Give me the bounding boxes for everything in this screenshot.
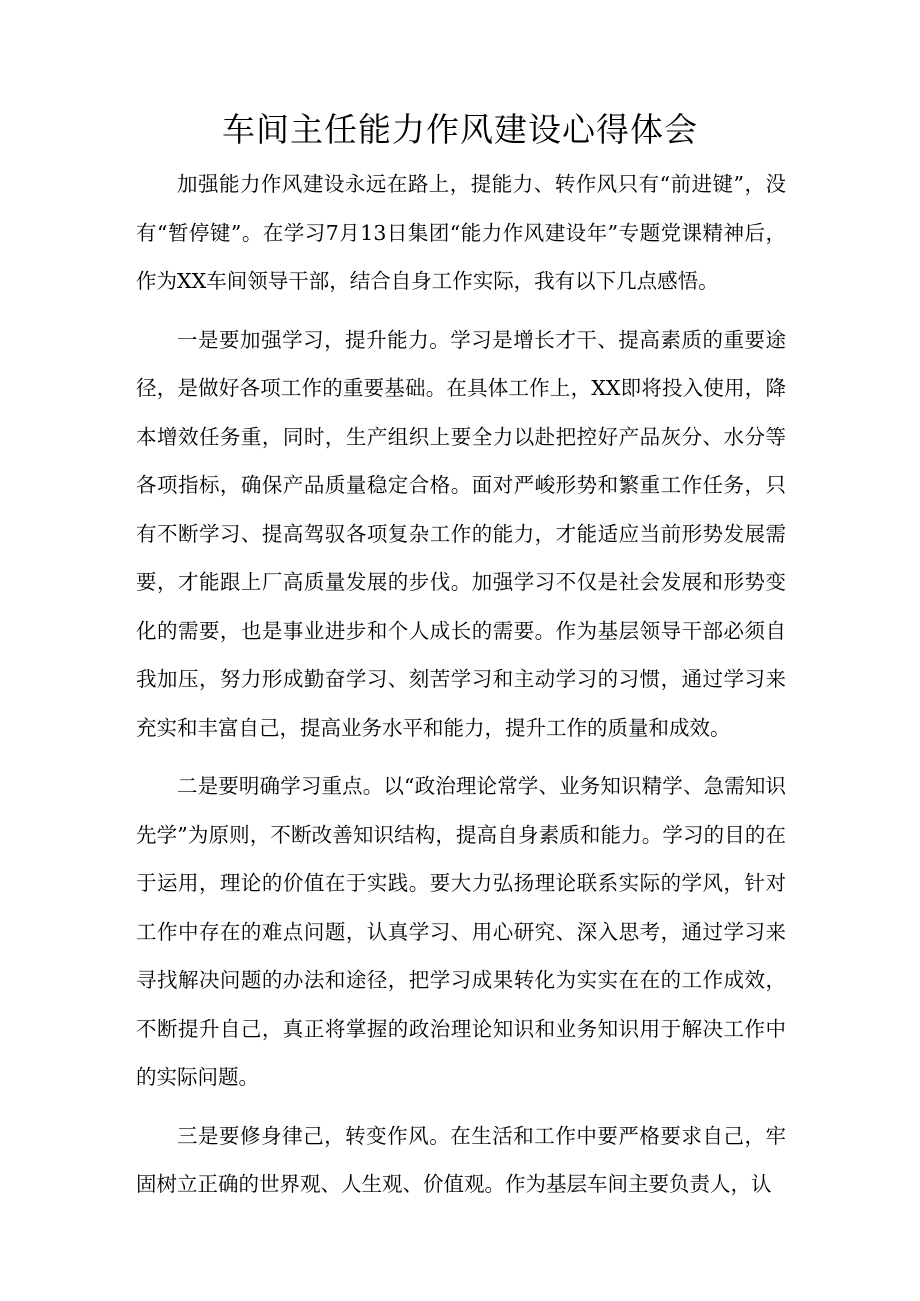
- paragraph-point-two: 二是要明确学习重点。以“政治理论常学、业务知识精学、急需知识先学”为原则，不断改善知识结构，提高自身素质和能力。学习的目的在于运用，理论的价值在于实践。要大力弘扬理论联系实际的学风，针对工作中存在的难点问题，认真学习、用心研究、深入思考，通过学习来寻找解决问题的办法和途径，把学习成果转化为实实在在的工作成效，不断提升自己，真正将掌握的政治理论知识和业务知识用于解决工作中的实际问题。: [136, 774, 786, 1089]
- paragraph-point-one: 一是要加强学习，提升能力。学习是增长才干、提高素质的重要途径，是做好各项工作的重要基础。在具体工作上，XX即将投入使用，降本增效任务重，同时，生产组织上要全力以赴把控好产品灰分、水分等各项指标，确保产品质量稳定合格。面对严峻形势和繁重工作任务，只有不断学习、提高驾驭各项复杂工作的能力，才能适应当前形势发展需要，才能跟上厂高质量发展的步伐。加强学习不仅是社会发展和形势变化的需要，也是事业进步和个人成长的需要。作为基层领导干部必须自我加压，努力形成勤奋学习、刻苦学习和主动学习的习惯，通过学习来充实和丰富自己，提高业务水平和能力，提升工作的质量和成效。: [136, 327, 786, 740]
- paragraph-intro: 加强能力作风建设永远在路上，提能力、转作风只有“前进键”，没有“暂停键”。在学习7月13日集团“能力作风建设年”专题党课精神后，作为XX车间领导干部，结合自身工作实际，我有以下几点感悟。: [136, 172, 786, 293]
- document-body: [136, 160, 786, 1219]
- paragraph-point-three: 三是要修身律己，转变作风。在生活和工作中要严格要求自己，牢固树立正确的世界观、人生观、价值观。作为基层车间主要负责人，认: [136, 1123, 786, 1196]
- document-title: 车间主任能力作风建设心得体会: [222, 110, 698, 149]
